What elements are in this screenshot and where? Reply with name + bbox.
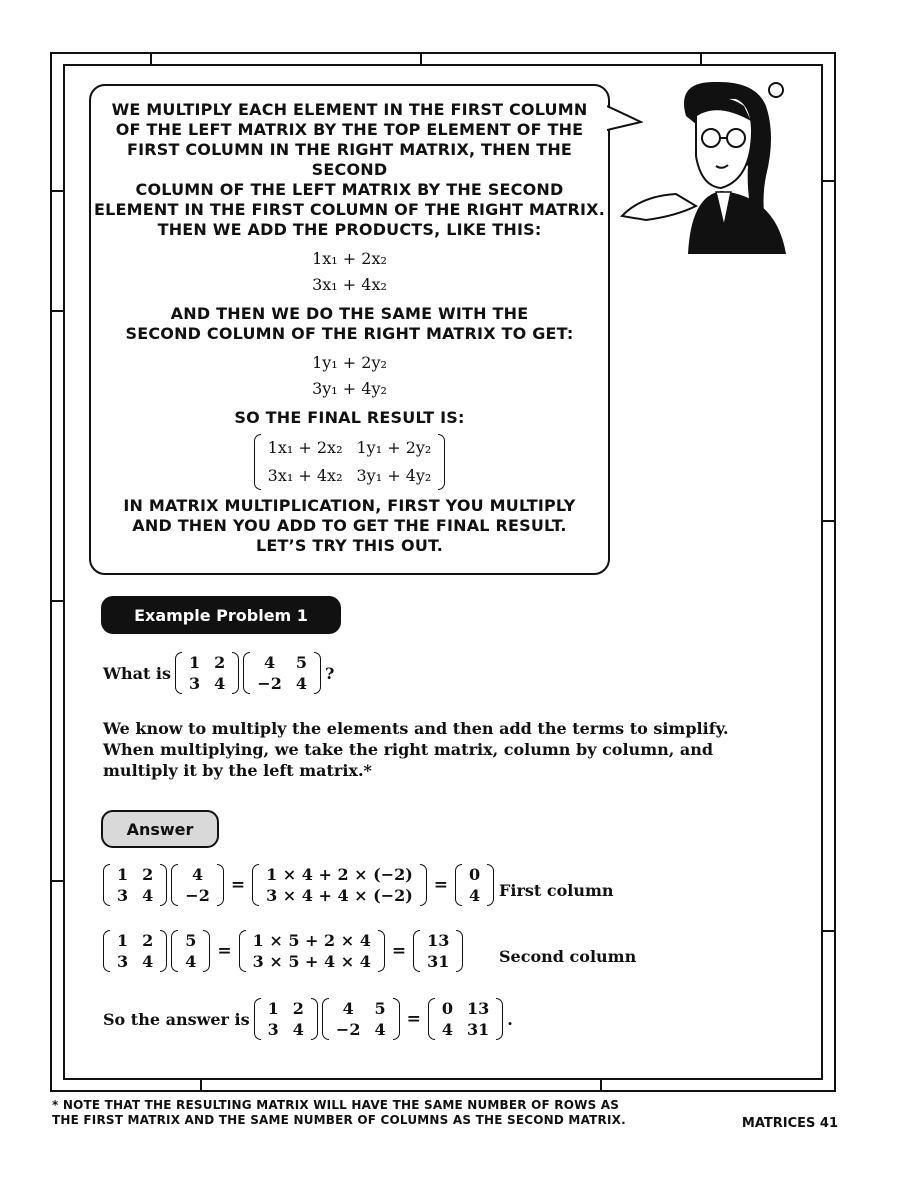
matrix-cell: 4 <box>185 952 197 971</box>
frame-tick <box>50 600 64 602</box>
matrix-cell: 2 <box>214 653 226 672</box>
matrix-grid <box>178 930 203 972</box>
right-matrix <box>322 998 400 1040</box>
equation-line: 1x₁ + 2x₂ <box>312 249 387 268</box>
matrix-cell: 1 <box>189 653 201 672</box>
matrix-cell: −2 <box>257 674 282 693</box>
equals-sign: = <box>406 1009 421 1029</box>
matrix-row <box>246 930 378 951</box>
matrix-cell: 13 <box>427 931 450 950</box>
matrix-cell: 31 <box>427 952 450 971</box>
question-suffix: ? <box>324 663 335 683</box>
matrix-row <box>259 864 420 885</box>
matrix-row <box>329 1019 393 1040</box>
matrix-row <box>261 462 439 490</box>
matrix-cell: 1 <box>117 865 129 884</box>
right-paren <box>217 864 224 906</box>
page-footer: MATRICES 41 <box>741 1116 838 1131</box>
matrix-cell: 3x₁ + 4x₂ <box>267 466 343 485</box>
left-matrix <box>103 930 167 972</box>
frame-tick <box>822 930 836 932</box>
matrix-row <box>178 864 217 885</box>
equals-sign: = <box>391 941 407 961</box>
right-paren <box>378 930 385 972</box>
left-paren <box>175 652 182 694</box>
left-paren <box>103 864 110 906</box>
matrix-cell: 2 <box>142 931 154 950</box>
matrix-cell: 4 <box>342 999 354 1018</box>
second-column-equation <box>103 930 463 972</box>
first-column-label: First column <box>499 881 614 900</box>
matrix-grid <box>261 998 311 1040</box>
equals-sign: = <box>230 875 246 895</box>
matrix-row <box>178 951 203 972</box>
left-matrix <box>254 998 318 1040</box>
matrix-grid <box>246 930 378 972</box>
matrix-row <box>261 1019 311 1040</box>
text-line: AND THEN YOU ADD TO GET THE FINAL RESULT. <box>132 516 567 535</box>
matrix-cell: 3 × 5 + 4 × 4 <box>252 952 371 971</box>
bubble-paragraph-4 <box>91 496 608 556</box>
matrix-cell: 3 <box>117 886 129 905</box>
matrix-cell: 1 <box>267 999 279 1018</box>
example-badge-label: Example Problem 1 <box>134 605 308 625</box>
matrix-cell: −2 <box>335 1020 361 1039</box>
matrix-row <box>182 673 232 694</box>
matrix-grid <box>110 864 160 906</box>
matrix-cell: 4 <box>295 674 307 693</box>
matrix-row <box>110 864 160 885</box>
text-line: * NOTE THAT THE RESULTING MATRIX WILL HAVE THE SAME NUMBER OF ROWS AS <box>52 1098 620 1112</box>
matrix-row <box>435 1019 496 1040</box>
matrix-cell: 0 <box>441 999 453 1018</box>
text-line: COLUMN OF THE LEFT MATRIX BY THE SECOND <box>135 180 564 199</box>
matrix-row <box>420 930 456 951</box>
matrix-row <box>435 998 496 1019</box>
right-paren <box>160 864 167 906</box>
left-paren <box>171 864 178 906</box>
matrix-row <box>110 951 160 972</box>
text-line: multiply it by the left matrix.* <box>103 761 372 780</box>
bubble-paragraph-3 <box>91 408 608 428</box>
matrix-grid <box>261 434 439 490</box>
left-paren <box>103 930 110 972</box>
frame-tick <box>150 52 152 64</box>
matrix-row <box>110 930 160 951</box>
matrix-cell: 2 <box>292 999 304 1018</box>
frame-tick <box>420 52 422 64</box>
matrix-row <box>259 885 420 906</box>
frame-tick <box>822 180 836 182</box>
matrix-cell: 5 <box>295 653 307 672</box>
left-paren <box>254 434 261 490</box>
left-paren <box>254 998 261 1040</box>
matrix-row <box>261 998 311 1019</box>
right-paren <box>456 930 463 972</box>
expansion-vector <box>252 864 427 906</box>
matrix-row <box>462 864 487 885</box>
matrix-row <box>462 885 487 906</box>
matrix-cell: 3y₁ + 4y₂ <box>356 466 432 485</box>
speech-bubble <box>89 84 610 575</box>
text-line: IN MATRIX MULTIPLICATION, FIRST YOU MULTIPLY <box>123 496 576 515</box>
matrix-cell: 4 <box>191 865 204 884</box>
character-illustration <box>616 76 816 254</box>
final-result-matrix <box>428 998 503 1040</box>
matrix-grid <box>259 864 420 906</box>
text-line: ELEMENT IN THE FIRST COLUMN OF THE RIGHT MATRIX. <box>93 200 605 219</box>
matrix-row <box>250 673 314 694</box>
matrix-row <box>250 652 314 673</box>
answer-badge <box>101 810 219 848</box>
right-paren <box>438 434 445 490</box>
matrix-row <box>246 951 378 972</box>
matrix-grid <box>178 864 217 906</box>
matrix-cell: 2 <box>142 865 154 884</box>
right-paren <box>496 998 503 1040</box>
matrix-cell: 1y₁ + 2y₂ <box>356 438 432 457</box>
question-line <box>103 652 334 694</box>
frame-tick <box>200 1080 202 1092</box>
text-line: LET’S TRY THIS OUT. <box>255 536 444 555</box>
equation-x <box>91 246 608 298</box>
text-line: SO THE FINAL RESULT IS: <box>234 408 465 427</box>
bubble-paragraph-2 <box>91 304 608 344</box>
equation-y <box>91 350 608 402</box>
matrix-cell: 5 <box>185 931 197 950</box>
equals-sign: = <box>433 875 449 895</box>
text-line: FIRST COLUMN IN THE RIGHT MATRIX, THEN THE SECOND <box>126 140 573 179</box>
text-line: THE FIRST MATRIX AND THE SAME NUMBER OF COLUMNS AS THE SECOND MATRIX. <box>52 1113 626 1127</box>
text-line: When multiplying, we take the right matrix, column by column, and <box>103 740 714 759</box>
matrix-cell: 5 <box>374 999 386 1018</box>
matrix-grid <box>110 930 160 972</box>
equation-line: 3y₁ + 4y₂ <box>312 379 387 398</box>
result-matrix-wrap <box>91 434 608 490</box>
matrix-cell: 3 <box>267 1020 279 1039</box>
right-paren <box>160 930 167 972</box>
matrix-cell: 1 × 5 + 2 × 4 <box>252 931 371 950</box>
left-paren <box>322 998 329 1040</box>
question-prefix: What is <box>103 663 172 683</box>
equals-sign: = <box>217 941 232 961</box>
matrix-row <box>420 951 456 972</box>
matrix-cell: 4 <box>469 886 481 905</box>
matrix-cell: 1 × 4 + 2 × (−2) <box>266 865 413 884</box>
equation-line: 3x₁ + 4x₂ <box>312 275 387 294</box>
expansion-vector <box>239 930 385 972</box>
matrix-cell: 0 <box>469 865 481 884</box>
equation-line: 1y₁ + 2y₂ <box>312 353 387 372</box>
matrix-cell: 1 <box>117 931 129 950</box>
matrix-cell: 4 <box>142 952 154 971</box>
question-right-matrix <box>243 652 321 694</box>
column-vector <box>171 930 210 972</box>
left-paren <box>239 930 246 972</box>
first-column-equation <box>103 864 494 906</box>
column-vector <box>171 864 224 906</box>
text-line: We know to multiply the elements and then add the terms to simplify. <box>103 719 729 738</box>
frame-tick <box>50 190 64 192</box>
matrix-row <box>178 930 203 951</box>
matrix-cell: 4 <box>292 1020 304 1039</box>
matrix-grid <box>462 864 487 906</box>
matrix-cell: 1x₁ + 2x₂ <box>267 438 343 457</box>
matrix-cell: 4 <box>142 886 154 905</box>
footnote <box>52 1098 672 1128</box>
matrix-cell: −2 <box>185 886 210 905</box>
frame-tick <box>822 520 836 522</box>
text-line: AND THEN WE DO THE SAME WITH THE <box>170 304 529 323</box>
right-paren <box>311 998 318 1040</box>
left-paren <box>455 864 462 906</box>
matrix-grid <box>182 652 232 694</box>
matrix-cell: 4 <box>374 1020 386 1039</box>
final-suffix: . <box>507 1009 513 1029</box>
text-line: OF THE LEFT MATRIX BY THE TOP ELEMENT OF THE <box>115 120 584 139</box>
matrix-row <box>182 652 232 673</box>
explanation-paragraph <box>103 718 783 781</box>
matrix-cell: 3 × 4 + 4 × (−2) <box>266 886 413 905</box>
matrix-cell: 3 <box>189 674 201 693</box>
right-paren <box>420 864 427 906</box>
final-answer-line <box>103 998 513 1040</box>
frame-tick <box>700 52 702 64</box>
result-vector <box>413 930 463 972</box>
right-paren <box>203 930 210 972</box>
text-line: WE MULTIPLY EACH ELEMENT IN THE FIRST COLUMN <box>111 100 588 119</box>
left-paren <box>428 998 435 1040</box>
bubble-tail <box>607 100 643 140</box>
matrix-grid <box>435 998 496 1040</box>
left-paren <box>413 930 420 972</box>
left-paren <box>252 864 259 906</box>
question-left-matrix <box>175 652 239 694</box>
matrix-cell: 13 <box>466 999 490 1018</box>
matrix-cell: 31 <box>466 1020 490 1039</box>
frame-tick <box>600 1080 602 1092</box>
right-paren <box>232 652 239 694</box>
second-column-label: Second column <box>499 947 637 966</box>
matrix-grid <box>420 930 456 972</box>
matrix-row <box>261 434 439 462</box>
matrix-cell: 3 <box>117 952 129 971</box>
text-line: SECOND COLUMN OF THE RIGHT MATRIX TO GET: <box>125 324 574 343</box>
left-paren <box>171 930 178 972</box>
left-paren <box>243 652 250 694</box>
frame-tick <box>50 310 64 312</box>
left-matrix <box>103 864 167 906</box>
final-prefix: So the answer is <box>103 1009 250 1029</box>
result-vector <box>455 864 494 906</box>
matrix-grid <box>329 998 393 1040</box>
text-line: THEN WE ADD THE PRODUCTS, LIKE THIS: <box>157 220 542 239</box>
right-paren <box>314 652 321 694</box>
matrix-row <box>110 885 160 906</box>
frame-tick <box>50 880 64 882</box>
example-problem-badge <box>101 596 341 634</box>
bubble-paragraph-1 <box>91 100 608 240</box>
result-matrix <box>254 434 446 490</box>
matrix-cell: 4 <box>264 653 276 672</box>
matrix-cell: 4 <box>441 1020 453 1039</box>
matrix-grid <box>250 652 314 694</box>
answer-badge-label: Answer <box>126 819 194 839</box>
matrix-row <box>329 998 393 1019</box>
right-paren <box>487 864 494 906</box>
matrix-row <box>178 885 217 906</box>
right-paren <box>393 998 400 1040</box>
matrix-cell: 4 <box>214 674 226 693</box>
